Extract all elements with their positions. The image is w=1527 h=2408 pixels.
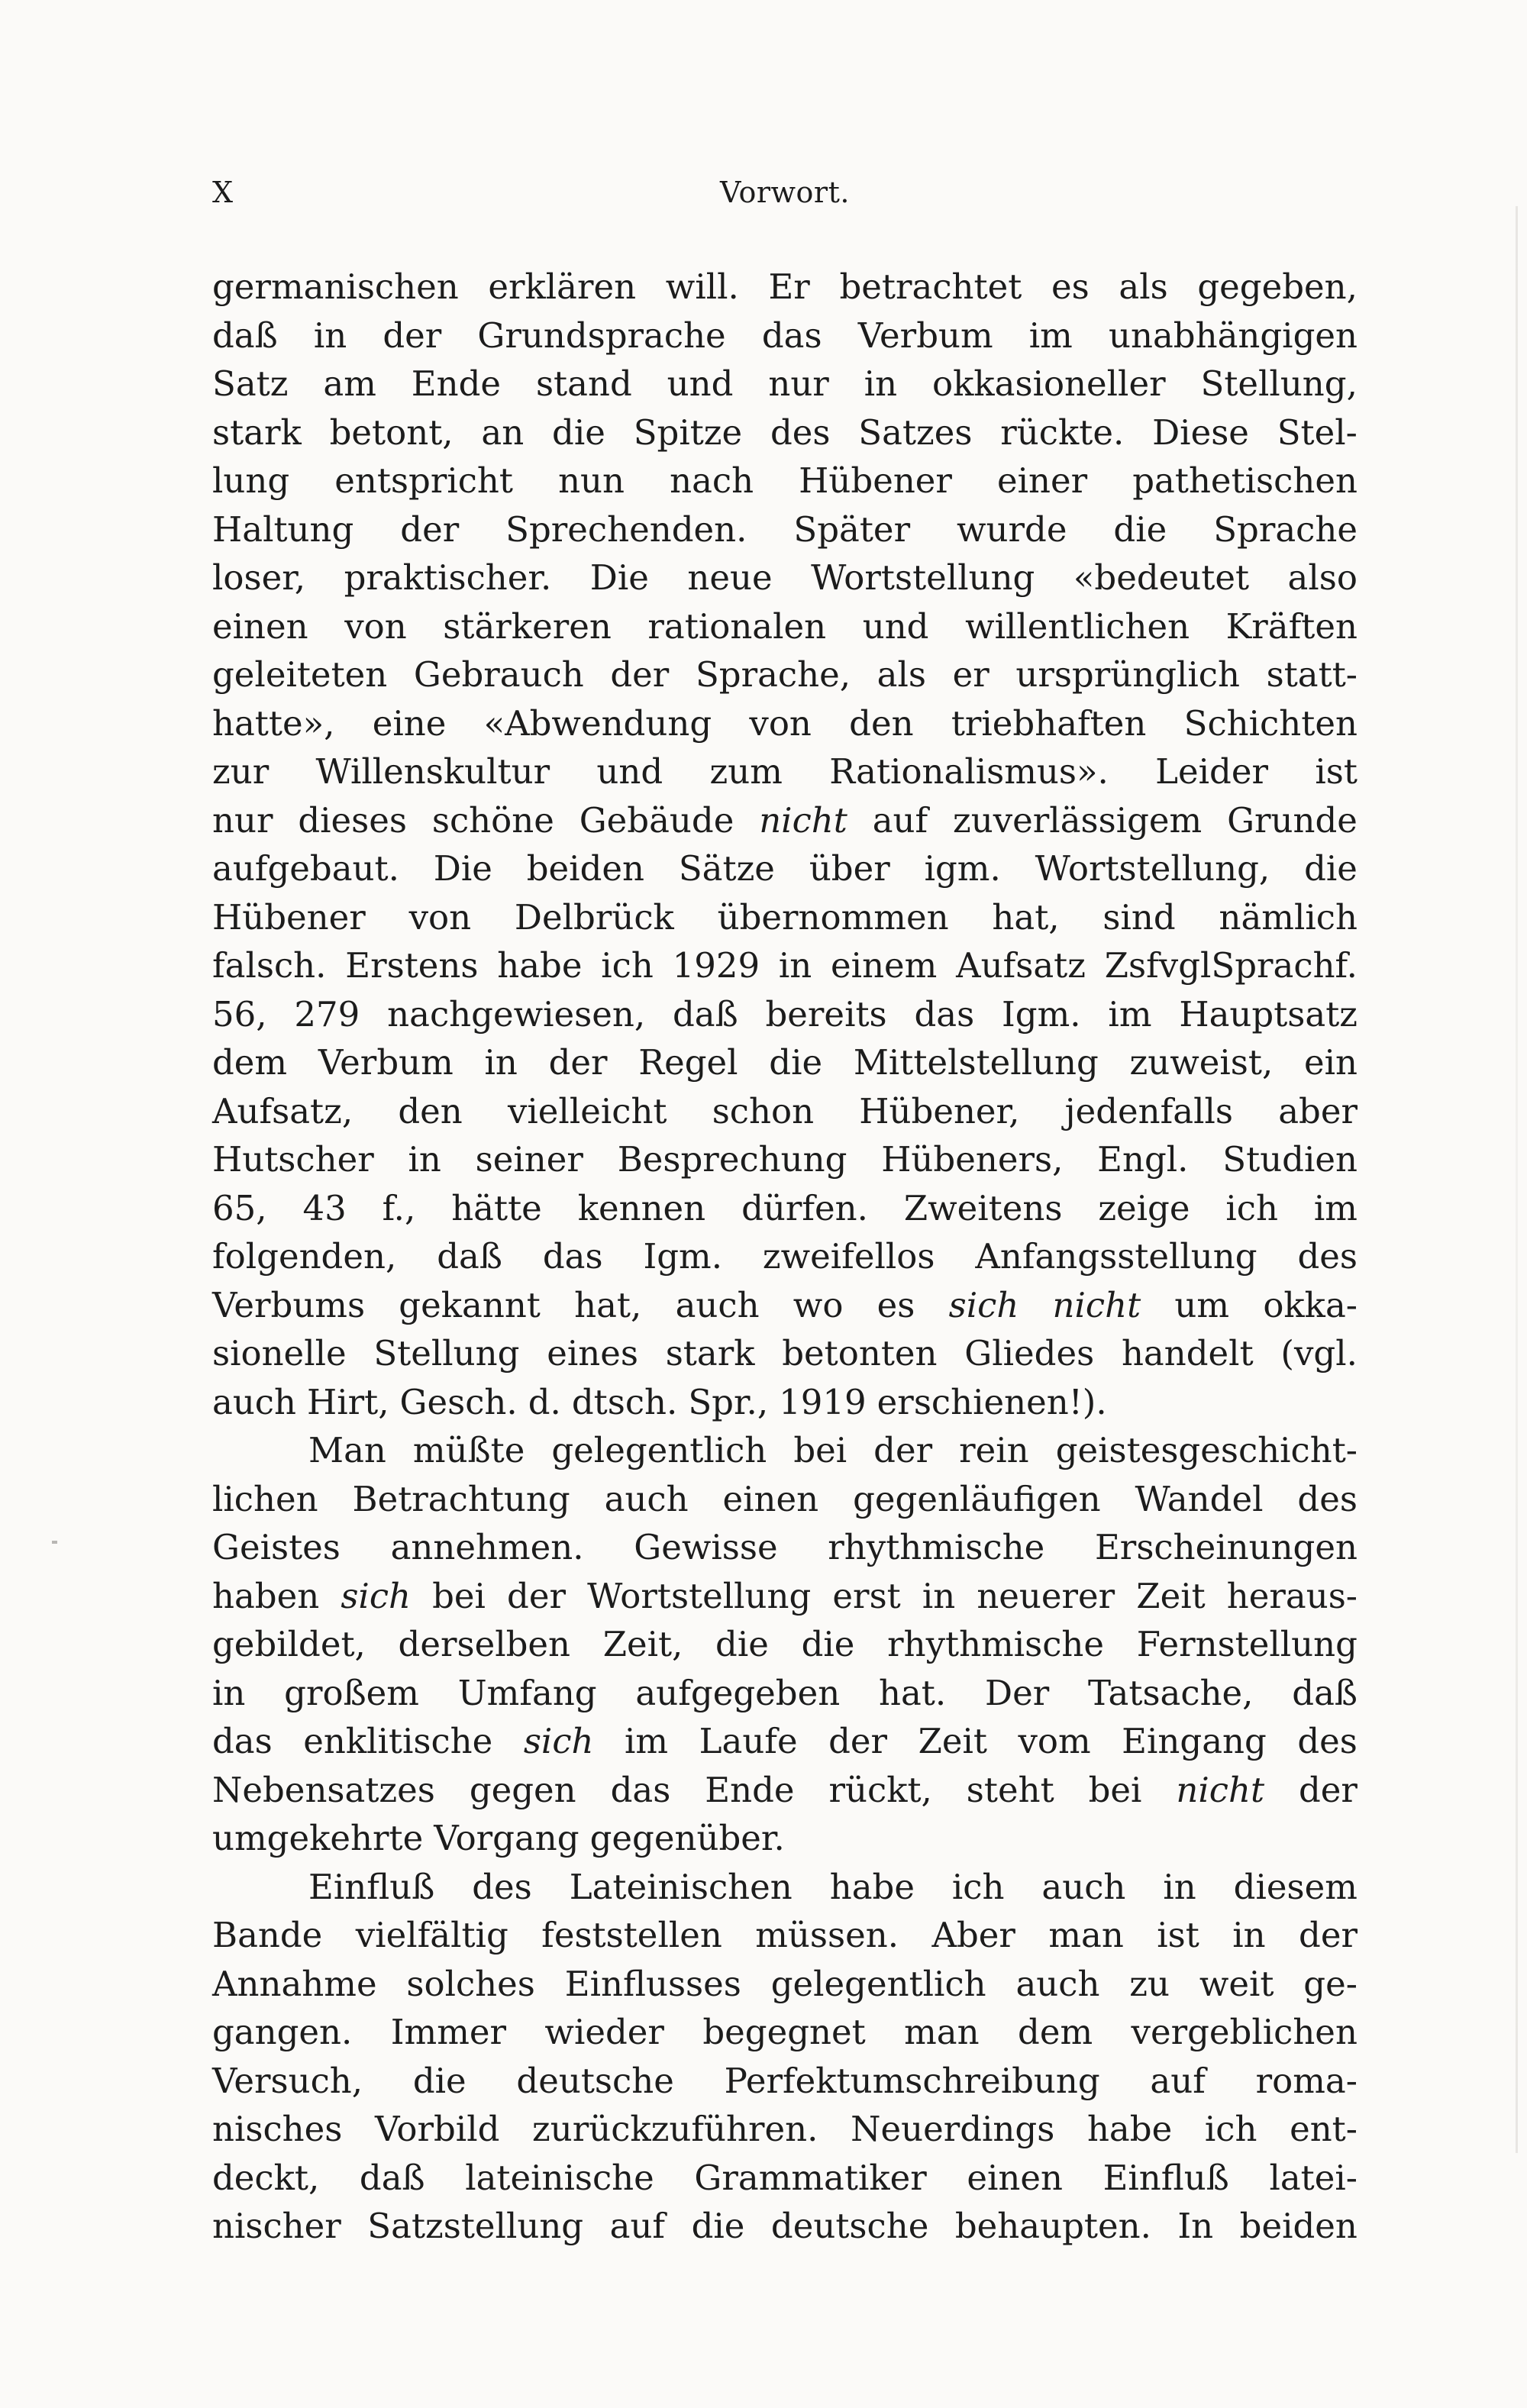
page-header xyxy=(212,176,1358,221)
text-line: nisches Vorbild zurückzuführen. Neuerdings habe ich ent- xyxy=(212,2109,1358,2149)
text-line: einen von stärkeren rationalen und willentlichen Kräften xyxy=(212,605,1358,647)
text-line: folgenden, daß das Igm. zweifellos Anfangsstellung des xyxy=(212,1236,1358,1277)
text-line: zur Willenskultur und zum Rationalismus». Leider ist xyxy=(212,751,1358,792)
text-line: falsch. Erstens habe ich 1929 in einem Aufsatz ZsfvglSprachf. xyxy=(212,945,1358,986)
text-line: auch Hirt, Gesch. d. dtsch. Spr., 1919 erschienen!). xyxy=(212,1381,1107,1422)
text-line: Aufsatz, den vielleicht schon Hübener, jedenfalls aber xyxy=(212,1090,1358,1131)
text-line: Versuch, die deutsche Perfektumschreibung auf roma- xyxy=(212,2060,1358,2101)
page-number: X xyxy=(212,176,234,209)
text-line: in großem Umfang aufgegeben hat. Der Tatsache, daß xyxy=(212,1672,1358,1713)
text-line: stark betont, an die Spitze des Satzes rückte. Diese Stel- xyxy=(212,412,1358,453)
text-line: gebildet, derselben Zeit, die die rhythmische Fernstellung xyxy=(212,1624,1358,1664)
text-line: Hutscher in seiner Besprechung Hübeners, Engl. Studien xyxy=(212,1139,1358,1180)
text-line: sionelle Stellung eines stark betonten Gliedes handelt (vgl. xyxy=(212,1333,1358,1373)
text-line: 56, 279 nachgewiesen, daß bereits das Igm. im Hauptsatz xyxy=(212,993,1358,1035)
text-line: aufgebaut. Die beiden Sätze über igm. Wortstellung, die xyxy=(212,848,1358,889)
text-line: das enklitische sich im Laufe der Zeit vom Eingang des xyxy=(212,1721,1358,1761)
text-line: daß in der Grundsprache das Verbum im unabhängigen xyxy=(212,315,1358,356)
text-line: 65, 43 f., hätte kennen dürfen. Zweitens zeige ich im xyxy=(212,1187,1358,1228)
running-title: Vorwort. xyxy=(720,176,850,209)
text-line: Haltung der Sprechenden. Später wurde die Sprache xyxy=(212,508,1358,550)
text-line: umgekehrte Vorgang gegenüber. xyxy=(212,1818,785,1858)
text-line: Hübener von Delbrück übernommen hat, sind nämlich xyxy=(212,896,1358,938)
text-line: loser, praktischer. Die neue Wortstellung «bedeutet also xyxy=(212,557,1358,598)
text-line: Verbums gekannt hat, auch wo es sich nicht um okka- xyxy=(212,1284,1358,1325)
text-line: lung entspricht nun nach Hübener einer pathetischen xyxy=(212,460,1358,501)
text-line: germanischen erklären will. Er betrachtet es als gegeben, xyxy=(212,266,1358,307)
text-line: Nebensatzes gegen das Ende rückt, steht bei nicht der xyxy=(212,1769,1358,1810)
text-line: hatte», eine «Abwendung von den triebhaften Schichten xyxy=(212,702,1358,744)
text-line: Satz am Ende stand und nur in okkasioneller Stellung, xyxy=(212,363,1358,404)
text-line: geleiteten Gebrauch der Sprache, als er ursprünglich statt- xyxy=(212,654,1358,695)
body-text xyxy=(212,263,1358,2251)
text-line: Geistes annehmen. Gewisse rhythmische Erscheinungen xyxy=(212,1527,1358,1567)
margin-speck xyxy=(52,1541,57,1544)
page-edge-shadow xyxy=(1516,206,1518,2153)
text-line: Einfluß des Lateinischen habe ich auch in diesem xyxy=(308,1866,1358,1907)
text-line: Man müßte gelegentlich bei der rein geistesgeschicht- xyxy=(308,1430,1358,1470)
text-line: dem Verbum in der Regel die Mittelstellung zuweist, ein xyxy=(212,1042,1358,1083)
text-line: gangen. Immer wieder begegnet man dem vergeblichen xyxy=(212,2012,1358,2052)
text-line: nischer Satzstellung auf die deutsche behaupten. In beiden xyxy=(212,2206,1358,2246)
text-line: nur dieses schöne Gebäude nicht auf zuverlässigem Grunde xyxy=(212,799,1358,841)
text-line: haben sich bei der Wortstellung erst in neuerer Zeit heraus- xyxy=(212,1575,1358,1616)
text-line: lichen Betrachtung auch einen gegenläufigen Wandel des xyxy=(212,1478,1358,1519)
text-line: Annahme solches Einflusses gelegentlich auch zu weit ge- xyxy=(212,1963,1358,2004)
text-line: deckt, daß lateinische Grammatiker einen Einfluß latei- xyxy=(212,2157,1358,2198)
text-line: Bande vielfältig feststellen müssen. Aber man ist in der xyxy=(212,1915,1358,1955)
